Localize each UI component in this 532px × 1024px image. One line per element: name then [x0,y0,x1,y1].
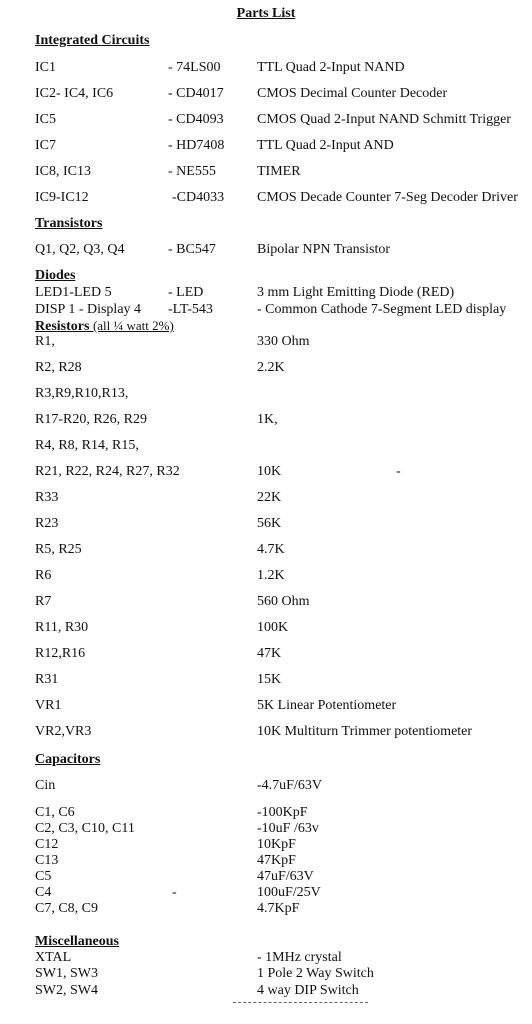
part-number: - 74LS00 [168,60,221,75]
part-ref: IC7 [35,138,56,153]
list-item [0,966,532,984]
part-ref: R4, R8, R14, R15, [35,438,139,453]
stray-dash: - [396,464,401,479]
part-description: TIMER [257,164,301,179]
list-item [0,360,532,378]
part-number: - NE555 [168,164,216,179]
part-ref: R6 [35,568,52,583]
part-value: 47KpF [257,853,296,868]
section-resistors-title: Resistors [35,319,90,334]
part-description: 1 Pole 2 Way Switch [257,966,374,981]
part-value: 4.7K [257,542,285,557]
part-ref: R23 [35,516,59,531]
part-ref: C12 [35,837,59,852]
part-value: 100K [257,620,289,635]
part-ref: R5, R25 [35,542,82,557]
section-resistors [35,318,174,335]
list-item [0,412,532,430]
part-value: 47uF/63V [257,869,314,884]
list-item [0,112,532,130]
list-item [0,568,532,586]
list-item [0,620,532,638]
part-value: 22K [257,490,282,505]
list-item [0,138,532,156]
part-description: - Common Cathode 7-Segment LED display [257,302,507,317]
part-value: 10KpF [257,837,296,852]
part-ref: R33 [35,490,59,505]
list-item [0,464,532,482]
part-description: CMOS Quad 2-Input NAND Schmitt Trigger [257,112,511,127]
part-ref: R7 [35,594,52,609]
part-ref: VR1 [35,698,62,713]
part-ref: LED1-LED 5 [35,285,112,300]
section-miscellaneous: Miscellaneous [35,934,119,949]
part-number: -LT-543 [168,302,213,317]
part-ref: R31 [35,672,59,687]
part-ref: C7, C8, C9 [35,901,99,916]
part-value: 10K Multiturn Trimmer potentiometer [257,724,473,739]
part-ref: XTAL [35,950,72,965]
bottom-divider [233,1002,368,1003]
part-ref: C13 [35,853,59,868]
section-transistors: Transistors [35,216,103,231]
part-ref: C1, C6 [35,805,75,820]
part-value: 4.7KpF [257,901,300,916]
part-description: CMOS Decade Counter 7-Seg Decoder Driver [257,190,518,205]
part-value: 5K Linear Potentiometer [257,698,397,713]
part-ref: R11, R30 [35,620,89,635]
part-description: 4 way DIP Switch [257,983,359,998]
part-description: 3 mm Light Emitting Diode (RED) [257,285,455,300]
part-number: -CD4033 [172,190,225,205]
part-value: 1K, [257,412,278,427]
list-item [0,901,532,919]
list-item [0,542,532,560]
part-value: 47K [257,646,282,661]
part-value: 100uF/25V [257,885,321,900]
part-value: 15K [257,672,282,687]
part-ref: VR2,VR3 [35,724,92,739]
list-item [0,672,532,690]
part-value: 2.2K [257,360,285,375]
part-ref: R12,R16 [35,646,86,661]
list-item [0,438,532,456]
part-ref: R3,R9,R10,R13, [35,386,129,401]
list-item [0,778,532,796]
page-title: Parts List [236,6,296,21]
part-number: - HD7408 [168,138,225,153]
part-ref: IC8, IC13 [35,164,91,179]
list-item [0,60,532,78]
part-ref: Q1, Q2, Q3, Q4 [35,242,125,257]
part-ref: IC2- IC4, IC6 [35,86,114,101]
section-diodes: Diodes [35,268,76,283]
list-item [0,724,532,742]
part-ref: IC1 [35,60,56,75]
list-item [0,646,532,664]
list-item [0,190,532,208]
list-item [0,285,532,303]
part-value: 10K [257,464,282,479]
part-value: 560 Ohm [257,594,310,609]
part-value: 1.2K [257,568,285,583]
part-ref: IC5 [35,112,56,127]
list-item [0,490,532,508]
part-description: TTL Quad 2-Input AND [257,138,394,153]
part-ref: R17-R20, R26, R29 [35,412,148,427]
part-description: - 1MHz crystal [257,950,342,965]
list-item [0,983,532,1001]
part-ref: C5 [35,869,52,884]
list-item [0,594,532,612]
part-number: - LED [168,285,204,300]
list-item [0,86,532,104]
part-description: TTL Quad 2-Input NAND [257,60,405,75]
part-number: - CD4093 [168,112,224,127]
part-value: -100KpF [257,805,308,820]
part-ref: Cin [35,778,56,793]
part-ref: C4 [35,885,52,900]
stray-dash: - [172,885,177,900]
list-item [0,334,532,352]
part-number: - BC547 [168,242,216,257]
part-ref: R2, R28 [35,360,82,375]
section-capacitors: Capacitors [35,752,101,767]
part-ref: R1, [35,334,55,349]
part-ref: DISP 1 - Display 4 [35,302,142,317]
list-item [0,516,532,534]
resistors-note: (all ¼ watt 2%) [92,318,174,333]
part-value: -4.7uF/63V [257,778,322,793]
part-description: Bipolar NPN Transistor [257,242,391,257]
list-item [0,242,532,260]
part-ref: R21, R22, R24, R27, R32 [35,464,180,479]
part-number: - CD4017 [168,86,224,101]
section-integrated-circuits: Integrated Circuits [35,33,150,48]
part-ref: SW2, SW4 [35,983,98,998]
part-description: CMOS Decimal Counter Decoder [257,86,448,101]
part-ref: SW1, SW3 [35,966,98,981]
part-ref: IC9-IC12 [35,190,89,205]
part-value: 56K [257,516,282,531]
part-ref: C2, C3, C10, C11 [35,821,135,836]
list-item [0,386,532,404]
list-item [0,164,532,182]
part-value: 330 Ohm [257,334,310,349]
list-item [0,698,532,716]
part-value: -10uF /63v [257,821,319,836]
